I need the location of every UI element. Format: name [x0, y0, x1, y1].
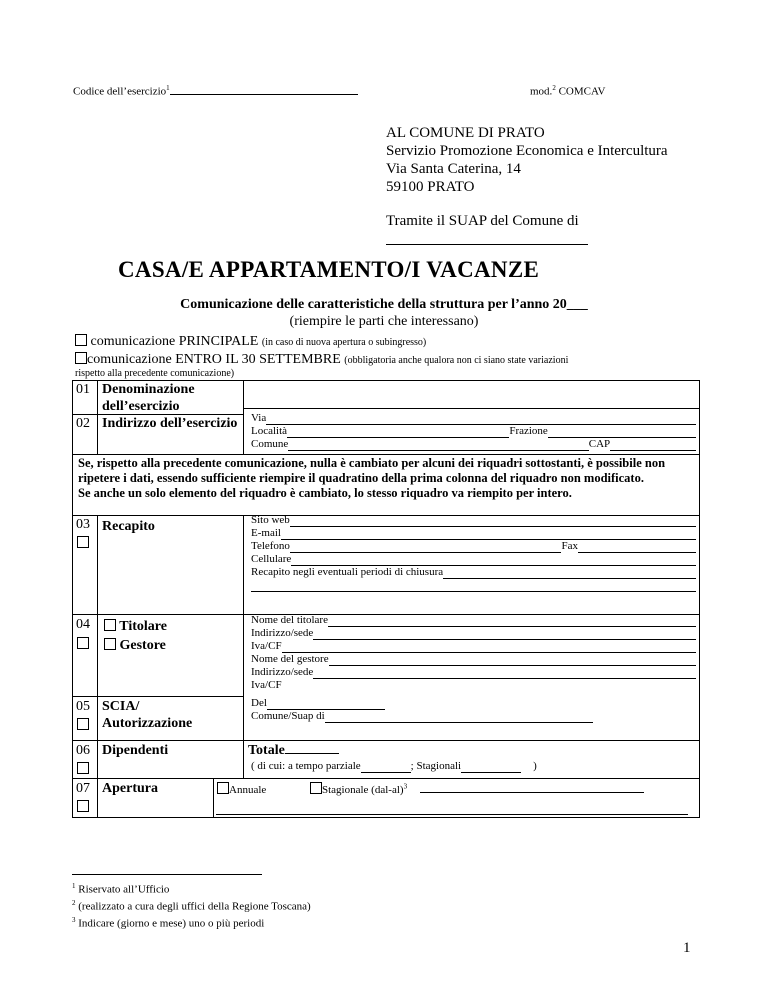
section-07-number: 07: [76, 781, 90, 796]
titolare-option[interactable]: Titolare: [101, 618, 167, 635]
stagionale-period-field[interactable]: [420, 792, 644, 793]
section-01-number: 01: [76, 382, 90, 397]
gestore-checkbox[interactable]: [104, 638, 116, 650]
checkbox-principale[interactable]: [75, 334, 87, 346]
nome-titolare-field[interactable]: Nome del titolare: [251, 614, 696, 627]
denominazione-field[interactable]: [245, 382, 697, 406]
via-field[interactable]: Via: [251, 412, 696, 425]
scia-del-field[interactable]: Del: [251, 697, 696, 710]
col-divider: [213, 778, 214, 818]
address-block: AL COMUNE DI PRATO Servizio Promozione Economica e Intercultura Via Santa Caterina, 14 59100 PRATO Tramite il SUAP del Comune di: [386, 124, 668, 250]
mod-label: mod.$^2$ COMCAV: [530, 84, 606, 98]
apertura-line[interactable]: [216, 814, 688, 815]
section-06-checkbox[interactable]: [77, 762, 89, 774]
cellulare-field[interactable]: Cellulare: [251, 553, 696, 566]
page-title: CASA/E APPARTAMENTO/I VACANZE: [118, 257, 540, 282]
section-04-number: 04: [76, 617, 90, 632]
gestore-option[interactable]: Gestore: [101, 637, 166, 654]
section-07-checkbox[interactable]: [77, 800, 89, 812]
dipendenti-fields: ( di cui: a tempo parziale ; Stagionali ): [251, 760, 537, 772]
section-05-number: 05: [76, 699, 90, 714]
stagionali-field[interactable]: [461, 762, 521, 773]
subtitle-note: (riempire le parti che interessano): [289, 314, 479, 329]
section-06-number: 06: [76, 743, 90, 758]
telefono-field[interactable]: Telefono Fax: [251, 540, 696, 553]
iva-titolare-field[interactable]: Iva/CF: [251, 640, 696, 653]
checkbox-30-settembre[interactable]: [75, 352, 87, 364]
chiusura-field-2[interactable]: [251, 579, 696, 592]
codice-field[interactable]: [170, 94, 358, 95]
titolare-checkbox[interactable]: [104, 619, 116, 631]
row-divider: [72, 778, 700, 779]
stagionale-checkbox[interactable]: [310, 782, 322, 794]
row-divider: [72, 740, 700, 741]
option-30-settembre[interactable]: comunicazione ENTRO IL 30 SETTEMBRE (obbligatoria anche qualora non ci siano state variazioni: [75, 352, 568, 368]
indirizzo-gestore-field[interactable]: Indirizzo/sede: [251, 666, 696, 679]
col-divider: [97, 515, 98, 818]
row-divider: [243, 408, 700, 409]
section-05-checkbox[interactable]: [77, 718, 89, 730]
totale-field[interactable]: Totale: [245, 742, 339, 759]
section-03-number: 03: [76, 517, 90, 532]
sito-web-field[interactable]: Sito web: [251, 514, 696, 527]
notice-text: Se, rispetto alla precedente comunicazione, nulla è cambiato per alcuni dei riquadri sottostanti, è possibile non ripetere i dati, essendo sufficiente riempire il quadratino della prima colonna del riquadro non modificato. Se anche un solo elemento del riquadro è cambiato, lo stesso riquadro va riempito per intero.: [78, 456, 666, 500]
section-04-checkbox[interactable]: [77, 637, 89, 649]
section-06-label: Dipendenti: [102, 743, 169, 758]
apertura-annuale-option[interactable]: Annuale: [217, 782, 266, 796]
indirizzo-titolare-field[interactable]: Indirizzo/sede: [251, 627, 696, 640]
scia-fields: [243, 697, 696, 723]
footnotes: $^1$ Riservato all’Ufficio $^2$ (realizzato a cura degli uffici della Regione Toscana) $^3$ Indicare (giorno e mese) uno o più periodi: [72, 882, 311, 930]
chiusura-field[interactable]: Recapito negli eventuali periodi di chiusura: [251, 566, 696, 579]
page-number: 1: [683, 940, 691, 956]
codice-label: Codice dell’esercizio$^1$: [73, 84, 358, 98]
comune-field[interactable]: Comune CAP: [251, 438, 696, 451]
scia-comune-field[interactable]: Comune/Suap di: [251, 710, 696, 723]
section-07-label: Apertura: [102, 781, 158, 796]
col-divider: [97, 380, 98, 454]
section-03-checkbox[interactable]: [77, 536, 89, 548]
indirizzo-fields: [243, 412, 696, 451]
part-time-field[interactable]: [361, 762, 411, 773]
option-principale[interactable]: comunicazione PRINCIPALE (in caso di nuova apertura o subingresso): [75, 334, 426, 350]
section-03-label: Recapito: [102, 519, 155, 534]
row-divider: [72, 454, 700, 455]
subtitle: Comunicazione delle caratteristiche della struttura per l’anno 20___: [180, 297, 588, 312]
section-05-label: SCIA/ Autorizzazione: [102, 699, 193, 731]
titolare-gestore-fields: [243, 614, 696, 692]
section-02-label: Indirizzo dell’esercizio: [102, 416, 238, 431]
recapito-fields: [243, 514, 696, 592]
apertura-stagionale-option[interactable]: Stagionale $(dal-al)^3$: [310, 782, 644, 796]
localita-field[interactable]: Località Frazione: [251, 425, 696, 438]
footnote-rule: [72, 874, 262, 875]
section-02-number: 02: [76, 416, 90, 431]
option-30-settembre-cont: rispetto alla precedente comunicazione): [75, 368, 235, 379]
suap-comune-field[interactable]: [386, 230, 588, 245]
row-divider: [72, 696, 243, 697]
annuale-checkbox[interactable]: [217, 782, 229, 794]
section-01-label: Denominazione dell’esercizio: [102, 382, 195, 414]
nome-gestore-field[interactable]: Nome del gestore: [251, 653, 696, 666]
iva-gestore-field: Iva/CF: [251, 679, 282, 691]
email-field[interactable]: E-mail: [251, 527, 696, 540]
